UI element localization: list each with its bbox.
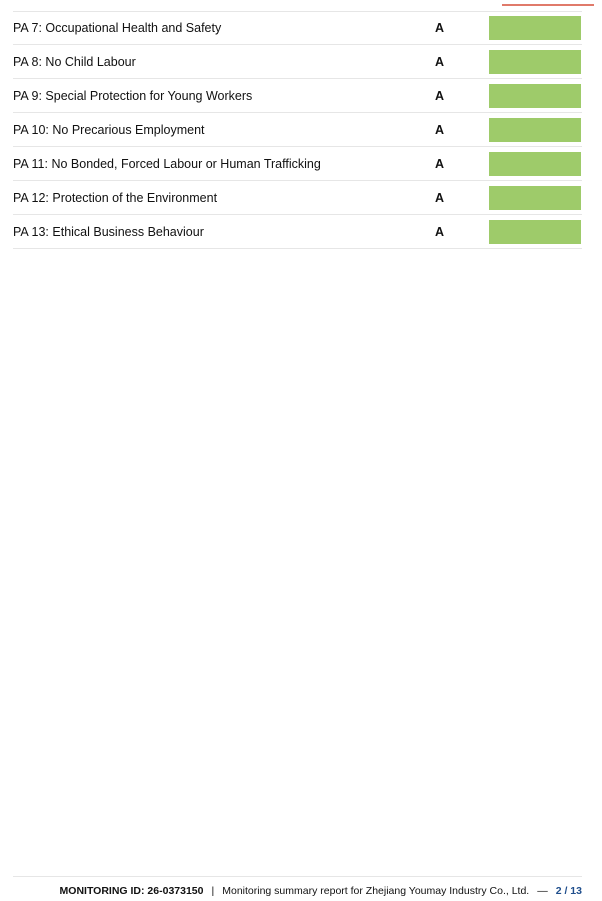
- rating-grade: A: [435, 55, 445, 69]
- page-number: 2 / 13: [555, 885, 582, 897]
- table-row: [13, 11, 582, 45]
- performance-area-label: PA 10: No Precarious Employment: [13, 123, 205, 137]
- rating-status-bar: [489, 16, 581, 40]
- rating-grade: A: [435, 191, 445, 205]
- page-footer: [13, 876, 582, 901]
- performance-area-label: PA 9: Special Protection for Young Workers: [13, 89, 253, 103]
- rating-status-bar: [489, 50, 581, 74]
- table-row: [13, 45, 582, 79]
- footer-dash: —: [537, 885, 548, 897]
- performance-area-table: [13, 11, 582, 249]
- monitoring-id: MONITORING ID: 26-0373150: [59, 885, 204, 897]
- table-row: [13, 113, 582, 147]
- rating-grade: A: [435, 21, 445, 35]
- rating-status-bar: [489, 186, 581, 210]
- performance-area-label: PA 13: Ethical Business Behaviour: [13, 225, 204, 239]
- rating-grade: A: [435, 225, 445, 239]
- rating-status-bar: [489, 220, 581, 244]
- rating-status-bar: [489, 152, 581, 176]
- performance-area-label: PA 12: Protection of the Environment: [13, 191, 218, 205]
- performance-area-label: PA 8: No Child Labour: [13, 55, 136, 69]
- table-row: [13, 147, 582, 181]
- rating-status-bar: [489, 118, 581, 142]
- rating-grade: A: [435, 123, 445, 137]
- footer-separator: |: [211, 885, 215, 897]
- table-row: [13, 181, 582, 215]
- report-description: Monitoring summary report for Zhejiang Youmay Industry Co., Ltd.: [222, 885, 530, 897]
- previous-rating-bar: [502, 0, 594, 6]
- rating-grade: A: [435, 157, 445, 171]
- performance-area-label: PA 7: Occupational Health and Safety: [13, 21, 222, 35]
- performance-area-label: PA 11: No Bonded, Forced Labour or Human Trafficking: [13, 157, 321, 171]
- rating-status-bar: [489, 84, 581, 108]
- table-row: [13, 79, 582, 113]
- rating-grade: A: [435, 89, 445, 103]
- table-row: [13, 215, 582, 249]
- footer-line: [60, 884, 582, 898]
